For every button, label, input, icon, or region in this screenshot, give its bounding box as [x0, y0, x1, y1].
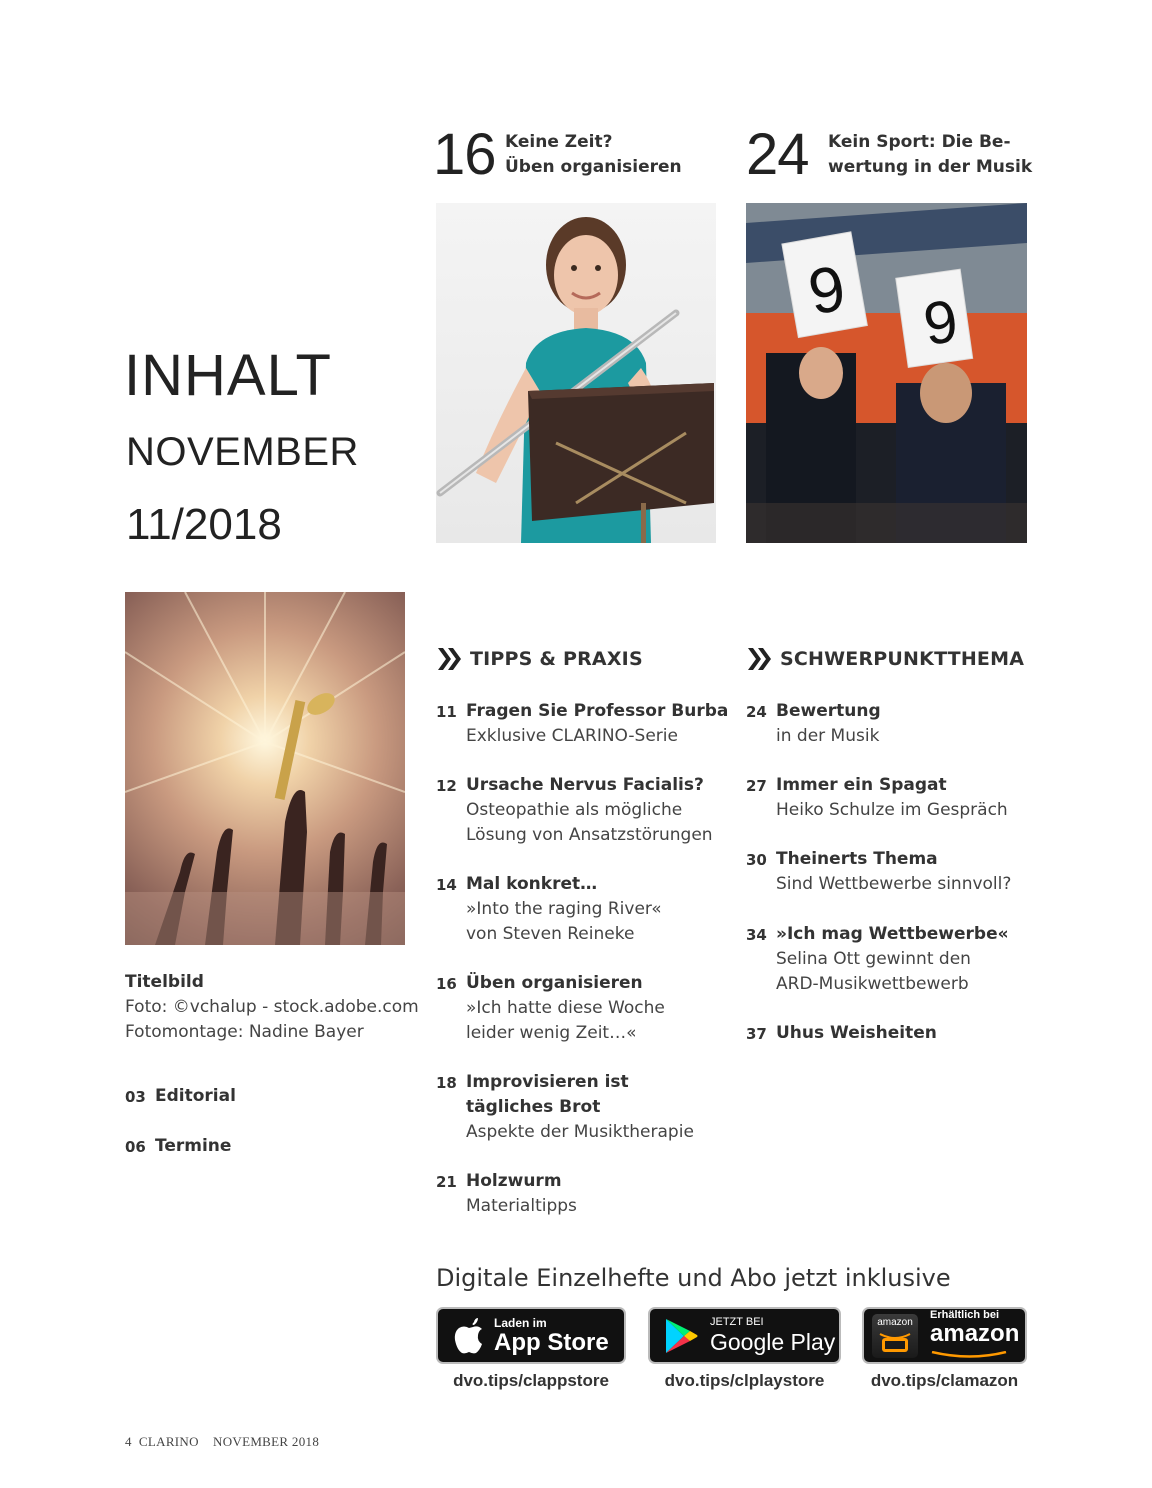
toc-entry-subtitle: von Steven Reineke [466, 924, 635, 944]
toc-page-number: 24 [746, 703, 767, 721]
toc-entry-subtitle: Sind Wettbewerbe sinnvoll? [776, 874, 1012, 894]
score-card-digit: 9 [803, 251, 851, 329]
page-footer [125, 1434, 319, 1450]
toc-entry-title: Holzwurm [466, 1171, 562, 1191]
toc-page-number: 16 [436, 975, 457, 993]
app-store-link[interactable]: dvo.tips/clappstore [453, 1371, 609, 1390]
digital-heading: Digitale Einzelhefte und Abo jetzt inklusive [436, 1264, 951, 1292]
feature-title-line: Keine Zeit? [505, 132, 613, 152]
toc-entry-title: Termine [155, 1136, 232, 1156]
toc-entry-subtitle: Lösung von Ansatzstörungen [466, 825, 713, 845]
badge-big-text: amazon [930, 1319, 1020, 1347]
toc-entry-subtitle: »Ich hatte diese Woche [466, 998, 665, 1018]
toc-entry-title: Bewertung [776, 701, 881, 721]
feature-title[interactable] [828, 130, 1032, 180]
google-play-badge[interactable] [648, 1307, 841, 1364]
caption-montage-credit: Fotomontage: Nadine Bayer [125, 1022, 364, 1042]
toc-entry-title: Üben organisieren [466, 973, 643, 993]
toc-entry-subtitle: Osteopathie als mögliche [466, 800, 683, 820]
toc-entry-title: Immer ein Spagat [776, 775, 947, 795]
amazon-app-icon [872, 1314, 918, 1358]
amazon-basket-icon [872, 1314, 918, 1358]
toc-entry-subtitle: Heiko Schulze im Gespräch [776, 800, 1008, 820]
toc-entry[interactable] [746, 1021, 937, 1047]
toc-entry-title: »Ich mag Wettbewerbe« [776, 924, 1009, 944]
amazon-smile-icon [930, 1351, 1010, 1359]
toc-entry-title: tägliches Brot [466, 1097, 601, 1117]
toc-entry-subtitle: Materialtipps [466, 1196, 577, 1216]
toc-entry-termine[interactable] [125, 1134, 231, 1160]
badge-big-text: App Store [494, 1328, 609, 1356]
section-heading-tipps [436, 646, 643, 672]
toc-entry[interactable] [746, 773, 1008, 823]
footer-issue: NOVEMBER 2018 [213, 1434, 320, 1449]
toc-entry-subtitle: Exklusive CLARINO-Serie [466, 726, 678, 746]
trumpet-hands-illustration [125, 592, 405, 945]
flute-player-photo[interactable] [436, 203, 716, 543]
badge-small-text: Laden im [494, 1315, 547, 1330]
toc-entry[interactable] [436, 971, 665, 1046]
double-chevron-icon [436, 646, 464, 672]
toc-entry[interactable] [436, 872, 662, 947]
toc-entry-subtitle: »Into the raging River« [466, 899, 662, 919]
toc-page-number: 27 [746, 777, 767, 795]
page-title: INHALT [124, 343, 332, 408]
feature-number: 16 [433, 122, 496, 187]
toc-entry-subtitle: ARD-Musikwettbewerb [776, 974, 969, 994]
judges-illustration [746, 203, 1027, 543]
toc-page-number: 12 [436, 777, 457, 795]
badge-small-text: JETZT BEI [710, 1316, 764, 1328]
amazon-logo-text: amazon [877, 1316, 913, 1328]
toc-entry-title: Editorial [155, 1086, 236, 1106]
toc-entry-editorial[interactable] [125, 1084, 236, 1110]
toc-entry-subtitle: Selina Ott gewinnt den [776, 949, 971, 969]
toc-page-number: 21 [436, 1173, 457, 1191]
feature-title[interactable] [505, 130, 682, 180]
toc-entry[interactable] [436, 1070, 694, 1145]
toc-entry-title: Uhus Weisheiten [776, 1023, 937, 1043]
badge-big-text: Google Play [710, 1329, 836, 1355]
toc-page-number: 30 [746, 851, 767, 869]
toc-entry-subtitle: leider wenig Zeit…« [466, 1023, 637, 1043]
feature-title-line: Kein Sport: Die Be- [828, 132, 1011, 152]
toc-page-number: 37 [746, 1025, 767, 1043]
toc-entry[interactable] [436, 773, 713, 848]
caption-photo-credit: Foto: ©vchalup - stock.adobe.com [125, 997, 419, 1017]
toc-page-number: 34 [746, 926, 767, 944]
toc-entry[interactable] [746, 922, 1009, 997]
toc-entry[interactable] [436, 1169, 577, 1219]
feature-number: 24 [746, 122, 809, 187]
toc-entry[interactable] [746, 847, 1011, 897]
toc-entry-title: Ursache Nervus Facialis? [466, 775, 704, 795]
cover-caption [125, 970, 419, 1045]
app-store-badge[interactable] [436, 1307, 626, 1364]
section-heading-schwerpunkt [746, 646, 1024, 672]
google-play-link[interactable]: dvo.tips/clplaystore [664, 1371, 825, 1390]
toc-entry-subtitle: Aspekte der Musiktherapie [466, 1122, 694, 1142]
toc-entry-title: Theinerts Thema [776, 849, 938, 869]
apple-icon [454, 1318, 484, 1354]
toc-page-number: 03 [125, 1088, 146, 1106]
footer-page-number: 4 [125, 1434, 132, 1449]
score-card-digit: 9 [919, 287, 962, 358]
google-play-icon [664, 1318, 698, 1354]
toc-page-number: 11 [436, 703, 457, 721]
caption-title: Titelbild [125, 972, 204, 992]
toc-page-number: 18 [436, 1074, 457, 1092]
footer-magazine: CLARINO [138, 1434, 199, 1449]
section-heading-label: SCHWERPUNKTTHEMA [780, 648, 1025, 670]
toc-entry-title: Mal konkret… [466, 874, 598, 894]
toc-entry-title: Improvisieren ist [466, 1072, 629, 1092]
double-chevron-icon [746, 646, 774, 672]
issue-month: NOVEMBER [126, 430, 359, 474]
toc-entry[interactable] [436, 699, 728, 749]
amazon-badge[interactable] [862, 1307, 1027, 1364]
issue-number: 11/2018 [126, 500, 282, 549]
toc-page-number: 14 [436, 876, 457, 894]
toc-entry[interactable] [746, 699, 881, 749]
cover-image[interactable] [125, 592, 405, 945]
feature-title-line: Üben organisieren [505, 157, 682, 177]
toc-entry-title: Fragen Sie Professor Burba [466, 701, 729, 721]
flute-player-illustration [436, 203, 716, 543]
feature-title-line: wertung in der Musik [828, 157, 1033, 177]
judges-photo[interactable] [746, 203, 1027, 543]
section-heading-label: TIPPS & PRAXIS [470, 648, 643, 670]
badge-small-text: Erhältlich bei [930, 1308, 1000, 1321]
toc-page-number: 06 [125, 1138, 146, 1156]
toc-entry-subtitle: in der Musik [776, 726, 880, 746]
amazon-link[interactable]: dvo.tips/clamazon [870, 1371, 1019, 1390]
